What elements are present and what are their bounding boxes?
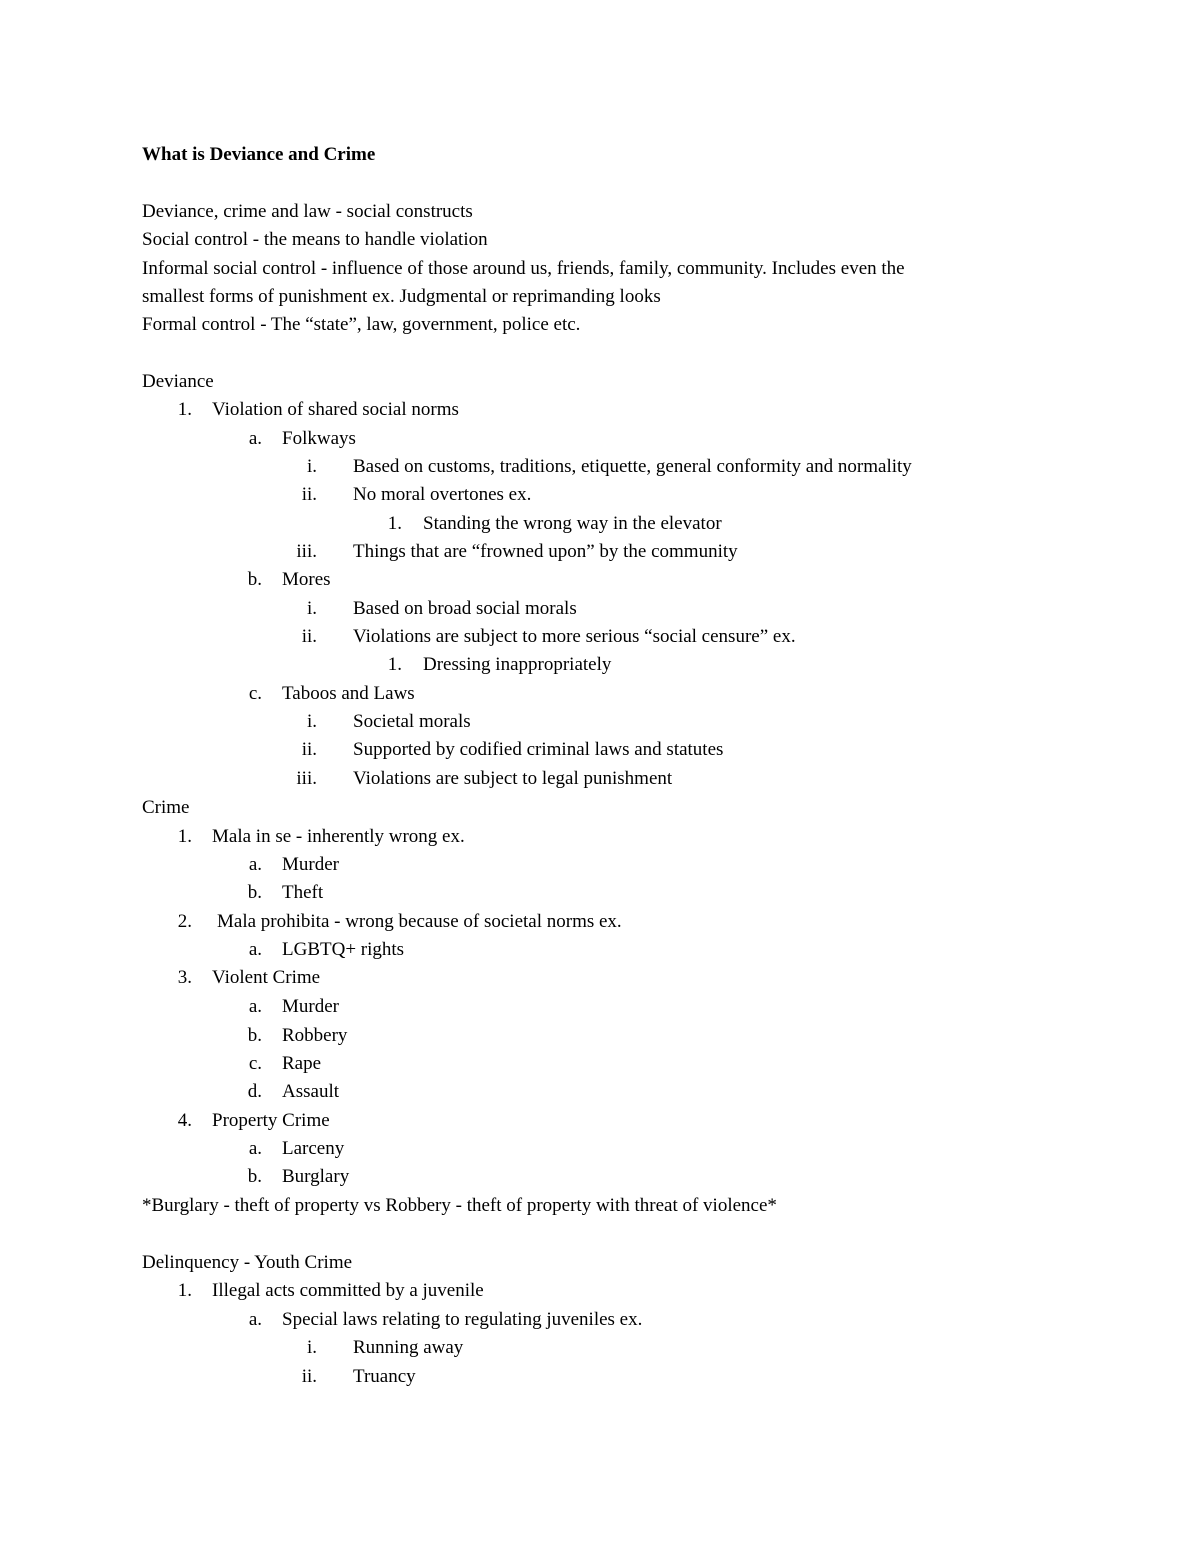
intro-line: Deviance, crime and law - social constructs bbox=[142, 201, 473, 222]
section-heading-deviance: Deviance bbox=[142, 371, 214, 392]
list-marker: a. bbox=[248, 1309, 262, 1330]
list-marker: 1. bbox=[387, 513, 402, 534]
list-item: Running away bbox=[353, 1337, 464, 1358]
list-marker: b. bbox=[247, 569, 262, 590]
list-marker: ii. bbox=[301, 626, 317, 647]
list-marker: a. bbox=[248, 428, 262, 449]
list-marker: a. bbox=[248, 1138, 262, 1159]
list-marker: i. bbox=[306, 456, 317, 477]
list-marker: c. bbox=[248, 683, 262, 704]
list-item: Murder bbox=[282, 854, 339, 875]
list-item: Standing the wrong way in the elevator bbox=[423, 513, 722, 534]
list-item: Mala in se - inherently wrong ex. bbox=[212, 826, 465, 847]
list-item: LGBTQ+ rights bbox=[282, 939, 405, 960]
list-item: Violation of shared social norms bbox=[212, 399, 459, 420]
list-marker: a. bbox=[248, 939, 262, 960]
list-marker: iii. bbox=[296, 541, 317, 562]
list-item: Folkways bbox=[282, 428, 356, 449]
list-item: Things that are “frowned upon” by the community bbox=[353, 541, 738, 562]
list-item: Supported by codified criminal laws and statutes bbox=[353, 739, 724, 760]
list-marker: a. bbox=[248, 854, 262, 875]
intro-line: smallest forms of punishment ex. Judgmental or reprimanding looks bbox=[142, 286, 661, 307]
list-item: Illegal acts committed by a juvenile bbox=[212, 1280, 484, 1301]
list-item: Theft bbox=[282, 882, 324, 903]
list-item: Based on customs, traditions, etiquette, general conformity and normality bbox=[353, 456, 912, 477]
list-marker: i. bbox=[306, 711, 317, 732]
intro-line: Social control - the means to handle violation bbox=[142, 229, 488, 250]
list-marker: 1. bbox=[177, 399, 192, 420]
section-heading-crime: Crime bbox=[142, 797, 190, 818]
list-marker: c. bbox=[248, 1053, 262, 1074]
list-item: Violations are subject to legal punishment bbox=[353, 768, 673, 789]
list-marker: b. bbox=[247, 882, 262, 903]
list-item: Assault bbox=[282, 1081, 339, 1102]
list-marker: ii. bbox=[301, 739, 317, 760]
list-item: Property Crime bbox=[212, 1110, 330, 1131]
list-item: Mala prohibita - wrong because of societal norms ex. bbox=[217, 911, 622, 932]
list-marker: iii. bbox=[296, 768, 317, 789]
list-marker: b. bbox=[247, 1025, 262, 1046]
list-marker: ii. bbox=[301, 484, 317, 505]
list-item: Murder bbox=[282, 996, 339, 1017]
intro-line: Informal social control - influence of those around us, friends, family, community. Includes even the bbox=[142, 258, 905, 279]
list-item: Special laws relating to regulating juveniles ex. bbox=[282, 1309, 643, 1330]
list-item: Mores bbox=[282, 569, 331, 590]
intro-line: Formal control - The “state”, law, government, police etc. bbox=[142, 314, 581, 335]
list-marker: i. bbox=[306, 1337, 317, 1358]
crime-note: *Burglary - theft of property vs Robbery - theft of property with threat of violence* bbox=[142, 1195, 777, 1216]
list-marker: b. bbox=[247, 1166, 262, 1187]
list-marker: i. bbox=[306, 598, 317, 619]
list-item: Based on broad social morals bbox=[353, 598, 577, 619]
list-item: Truancy bbox=[353, 1366, 416, 1387]
section-heading-delinquency: Delinquency - Youth Crime bbox=[142, 1252, 353, 1273]
list-marker: 2. bbox=[177, 911, 192, 932]
list-marker: ii. bbox=[301, 1366, 317, 1387]
list-item: Violent Crime bbox=[212, 967, 321, 988]
list-item: No moral overtones ex. bbox=[353, 484, 532, 505]
list-item: Larceny bbox=[282, 1138, 345, 1159]
list-item: Robbery bbox=[282, 1025, 348, 1046]
list-item: Societal morals bbox=[353, 711, 471, 732]
list-item: Burglary bbox=[282, 1166, 350, 1187]
list-marker: d. bbox=[247, 1081, 262, 1102]
list-marker: 4. bbox=[177, 1110, 192, 1131]
document-title: What is Deviance and Crime bbox=[142, 144, 376, 165]
list-marker: 1. bbox=[177, 826, 192, 847]
list-item: Violations are subject to more serious “social censure” ex. bbox=[353, 626, 796, 647]
list-item: Rape bbox=[282, 1053, 322, 1074]
list-marker: a. bbox=[248, 996, 262, 1017]
list-marker: 3. bbox=[177, 967, 192, 988]
list-item: Dressing inappropriately bbox=[423, 654, 612, 675]
list-marker: 1. bbox=[177, 1280, 192, 1301]
list-item: Taboos and Laws bbox=[282, 683, 415, 704]
list-marker: 1. bbox=[387, 654, 402, 675]
